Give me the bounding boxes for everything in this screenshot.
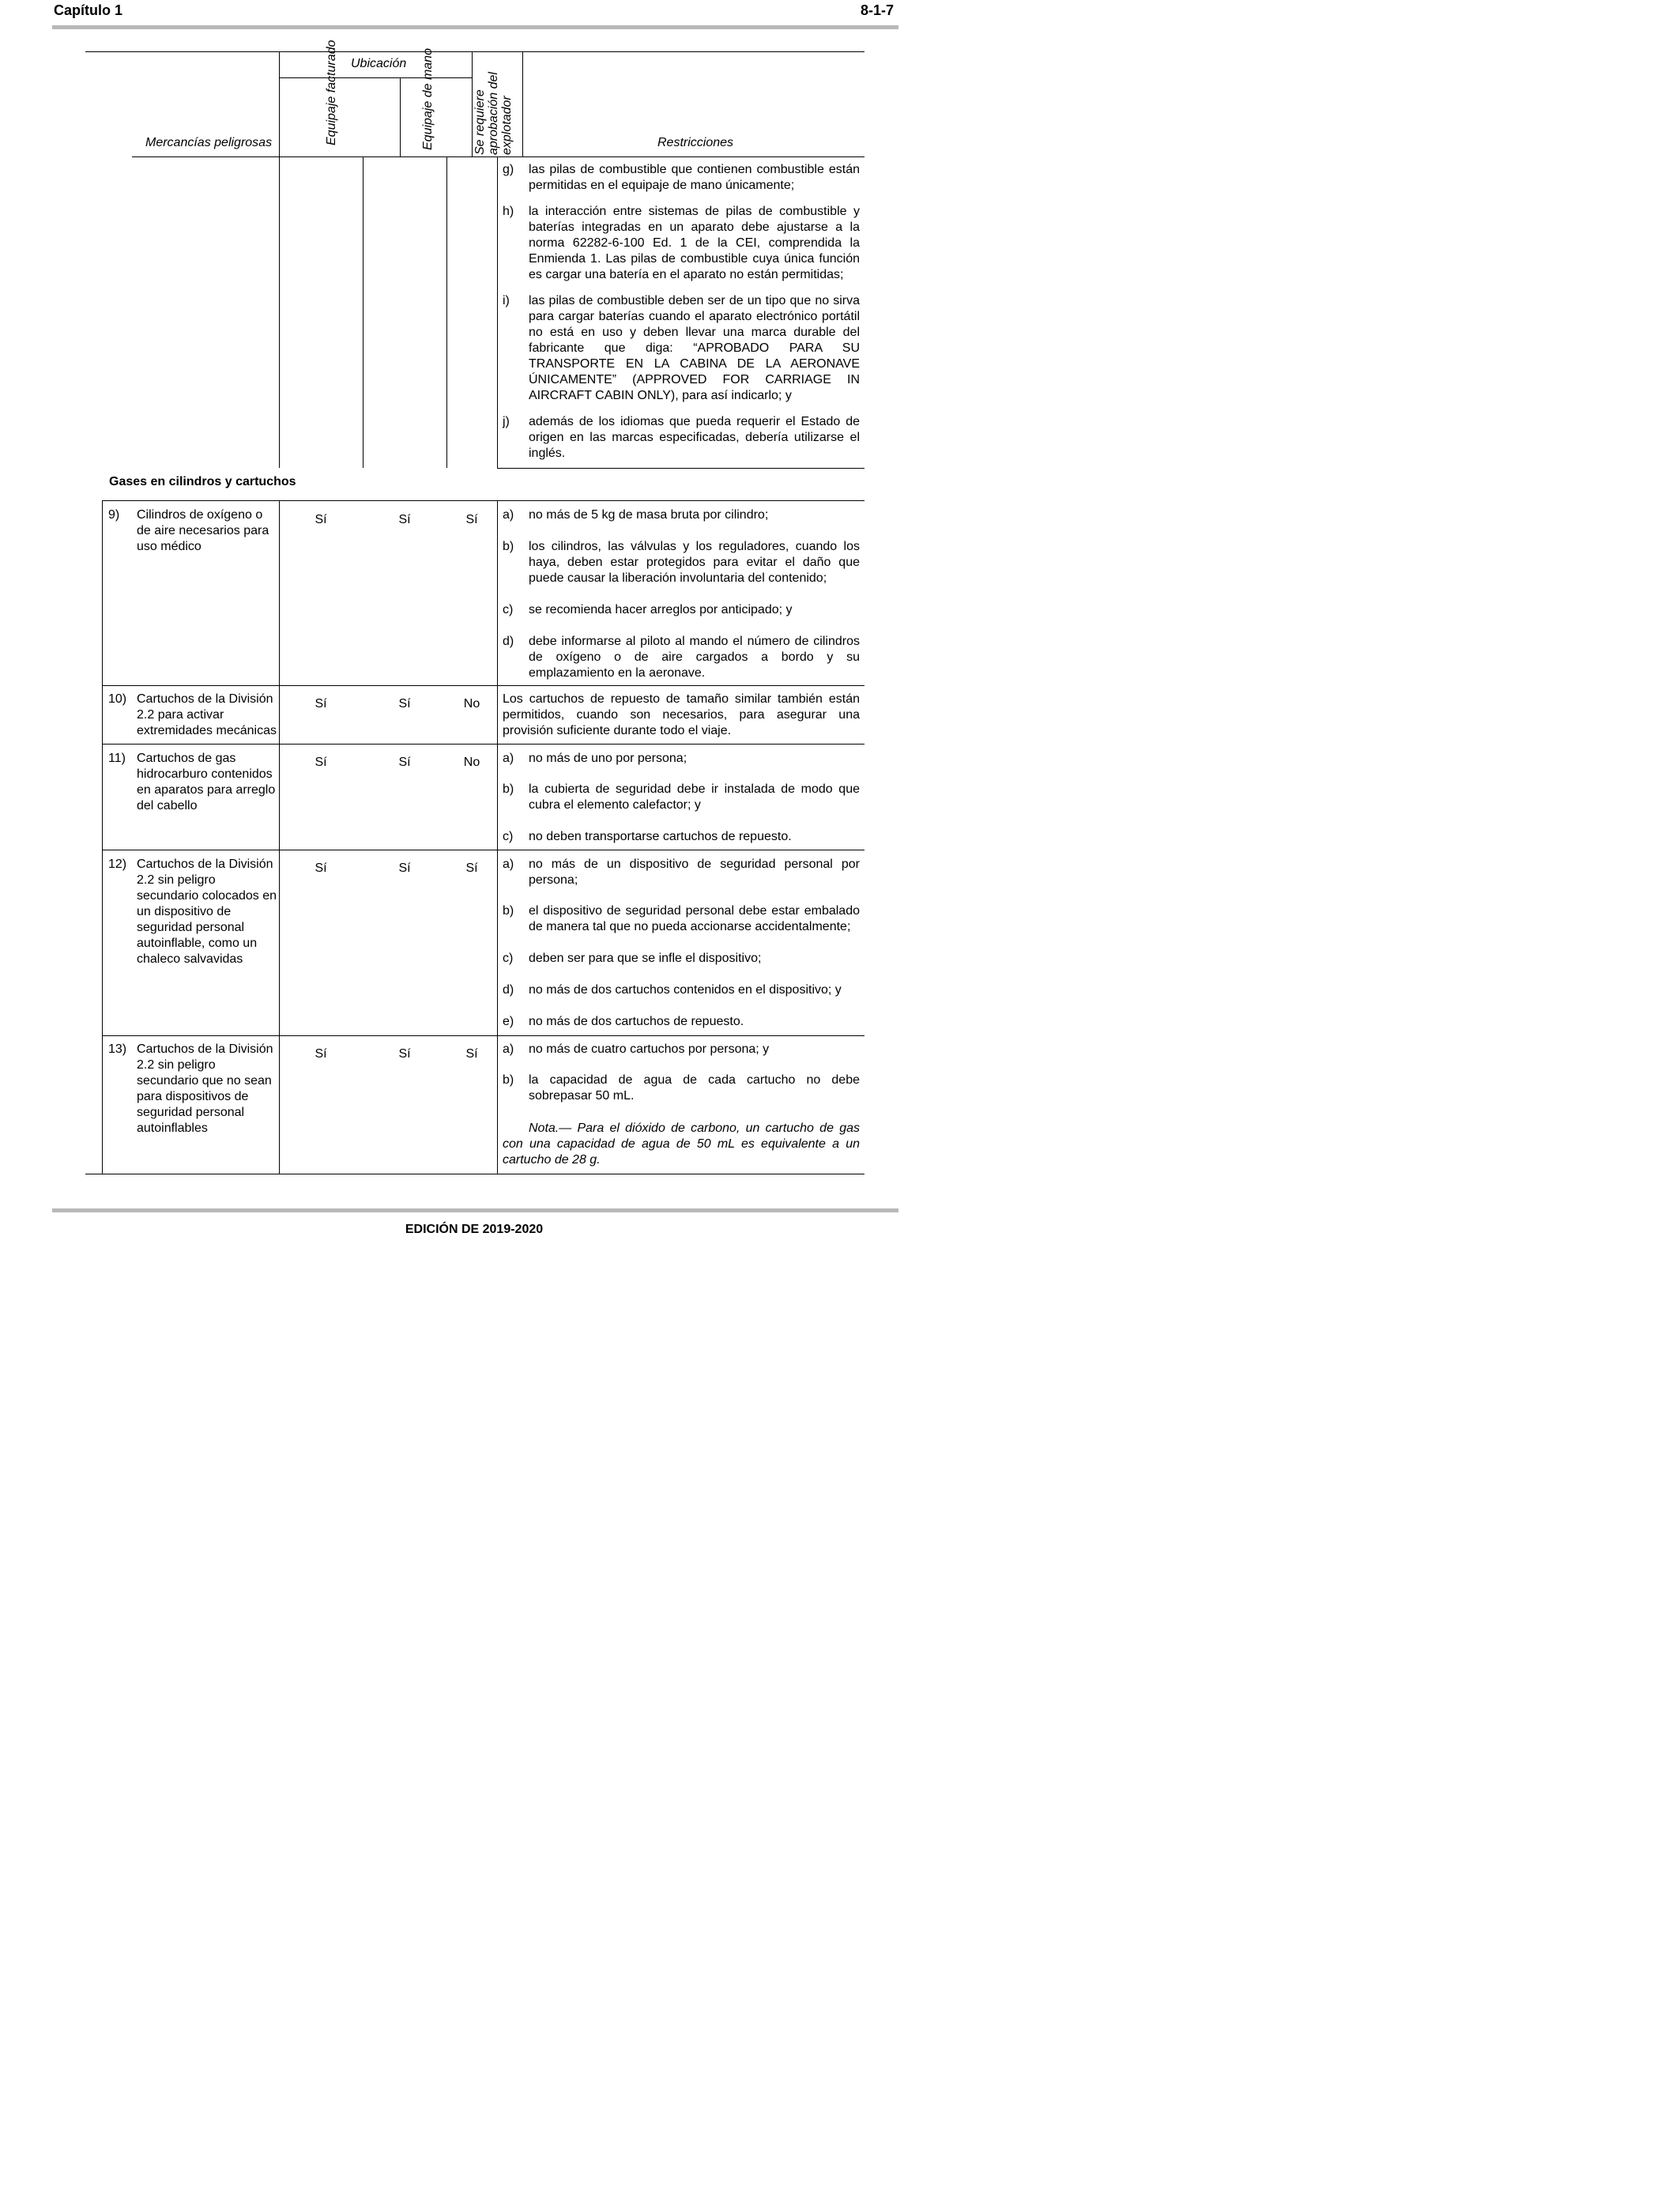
- approval-value: No: [463, 697, 480, 711]
- item-label: a): [503, 858, 514, 871]
- col-divider: [522, 51, 523, 156]
- row-rule: [102, 1035, 864, 1036]
- checked-baggage-value: Sí: [315, 861, 327, 875]
- table-top-rule: [85, 51, 864, 52]
- row-number: 10): [108, 692, 127, 706]
- restriction-text: los cilindros, las válvulas y los reguladores, cuando los haya, deben estar protegidos para evitar el daño que puede causar la liberación involuntaria del contenido;: [529, 540, 860, 585]
- restriction-text: no más de 5 kg de masa bruta por cilindro;: [529, 508, 769, 522]
- restriction-text: la capacidad de agua de cada cartucho no debe sobrepasar 50 mL.: [529, 1073, 860, 1103]
- item-label: h): [503, 205, 514, 218]
- carry-on-value: Sí: [398, 861, 411, 875]
- approval-value: No: [463, 756, 480, 769]
- col-divider: [102, 500, 103, 1174]
- header-rule: [52, 25, 898, 29]
- checked-baggage-value: Sí: [315, 697, 327, 711]
- item-label: c): [503, 952, 514, 965]
- row-number: 12): [108, 858, 127, 871]
- approval-value: Sí: [465, 861, 478, 875]
- item-label: d): [503, 635, 514, 648]
- col-aprobacion: Se requiere aprobación del explotador: [473, 72, 514, 155]
- item-label: b): [503, 904, 514, 918]
- col-facturado: Equipaje facturado: [325, 40, 338, 145]
- restriction-text: el dispositivo de seguridad personal debe estar embalado de manera tal que no pueda accionarse accidentalmente;: [529, 904, 860, 933]
- restriction-text: las pilas de combustible que contienen combustible están permitidas en el equipaje de mano únicamente;: [529, 163, 860, 192]
- col-restricciones: Restricciones: [657, 136, 734, 149]
- checked-baggage-value: Sí: [315, 513, 327, 526]
- restriction-text: la cubierta de seguridad debe ir instalada de modo que cubra el elemento calefactor; y: [529, 782, 860, 812]
- note-text: Para el dióxido de carbono, un cartucho de gas con una capacidad de agua de 50 mL es equivalente a un cartucho de 28 g.: [503, 1122, 860, 1167]
- col-mano: Equipaje de mano: [421, 48, 435, 150]
- section-title: Gases en cilindros y cartuchos: [109, 475, 296, 488]
- col-divider: [472, 51, 473, 156]
- chapter-header: Capítulo 1: [54, 2, 123, 18]
- col-ubicacion: Ubicación: [351, 57, 407, 70]
- row-number: 13): [108, 1042, 127, 1056]
- approval-value: Sí: [465, 1047, 478, 1061]
- col-divider: [279, 51, 280, 156]
- page-number: 8-1-7: [860, 2, 894, 18]
- restriction-text: no más de uno por persona;: [529, 752, 687, 765]
- note-label: Nota.—: [529, 1122, 572, 1135]
- item-label: b): [503, 782, 514, 796]
- carry-on-value: Sí: [398, 756, 411, 769]
- edition-footer: EDICIÓN DE 2019-2020: [405, 1223, 544, 1236]
- item-label: e): [503, 1015, 514, 1028]
- row-description: Cartuchos de la División 2.2 sin peligro secundario colocados en un dispositivo de seguridad personal autoinflable, como un chaleco salvavidas: [137, 858, 277, 966]
- note: [503, 1121, 860, 1168]
- col-divider: [400, 77, 401, 156]
- col-divider: [446, 156, 447, 468]
- checked-baggage-value: Sí: [315, 1047, 327, 1061]
- restriction-text: no más de cuatro cartuchos por persona; y: [529, 1042, 770, 1056]
- restriction-text: deben ser para que se infle el dispositivo;: [529, 952, 762, 965]
- restriction-text: debe informarse al piloto al mando el número de cilindros de oxígeno o de aire cargados a bordo y su emplazamiento en la aeronave.: [529, 635, 860, 680]
- carry-on-value: Sí: [398, 1047, 411, 1061]
- row-number: 9): [108, 508, 120, 522]
- item-label: b): [503, 540, 514, 553]
- carry-on-value: Sí: [398, 513, 411, 526]
- restriction-text: las pilas de combustible deben ser de un tipo que no sirva para cargar baterías cuando el aparato electrónico portátil no está en uso y deben llevar una marca durable del fabricante que diga: “APROBADO PARA SU TRANSPORTE EN LA CABINA DE LA AERONAVE ÚNICAMENTE” (APPROVED FOR CARRIAGE IN AIRCRAFT CABIN ONLY), para así indicarlo; y: [529, 294, 860, 402]
- restriction-text: la interacción entre sistemas de pilas de combustible y baterías integradas en un aparato debe ajustarse a la norma 62282-6-100 Ed. 1 de la CEI, comprendida la Enmienda 1. Las pilas de combustible cuya única función es cargar una batería en el aparato no están permitidas;: [529, 205, 860, 281]
- row-rule: [102, 744, 864, 745]
- header-bottom-rule: [132, 156, 864, 157]
- restriction-text: se recomienda hacer arreglos por anticipado; y: [529, 603, 793, 616]
- col-divider: [497, 500, 498, 1174]
- section-rule: [102, 500, 864, 501]
- item-label: c): [503, 830, 514, 843]
- row-description: Cartuchos de la División 2.2 sin peligro secundario que no sean para dispositivos de seguridad personal autoinflables: [137, 1042, 273, 1135]
- restriction-text: no más de dos cartuchos de repuesto.: [529, 1015, 744, 1028]
- footer-rule: [52, 1208, 898, 1212]
- restriction-text: Los cartuchos de repuesto de tamaño similar también están permitidos, cuando son necesarios, para asegurar una provisión suficiente durante todo el viaje.: [503, 692, 860, 737]
- col-mercancias: Mercancías peligrosas: [145, 136, 273, 149]
- col-divider: [279, 500, 280, 1174]
- item-label: b): [503, 1073, 514, 1087]
- carry-on-value: Sí: [398, 697, 411, 711]
- item-label: j): [503, 415, 510, 428]
- ubicacion-rule: [279, 77, 472, 78]
- checked-baggage-value: Sí: [315, 756, 327, 769]
- restriction-text: además de los idiomas que pueda requerir el Estado de origen en las marcas especificadas, debería utilizarse el inglés.: [529, 415, 860, 460]
- row-description: Cartuchos de la División 2.2 para activar extremidades mecánicas: [137, 692, 277, 737]
- row-number: 11): [108, 752, 126, 765]
- item-label: i): [503, 294, 510, 307]
- row-description: Cilindros de oxígeno o de aire necesarios para uso médico: [137, 508, 269, 553]
- item-label: c): [503, 603, 514, 616]
- item-label: a): [503, 1042, 514, 1056]
- col-divider: [497, 156, 498, 468]
- continuation-bottom-rule: [497, 468, 864, 469]
- approval-value: Sí: [465, 513, 478, 526]
- item-label: a): [503, 752, 514, 765]
- restriction-text: no deben transportarse cartuchos de repuesto.: [529, 830, 792, 843]
- col-divider: [279, 156, 280, 468]
- item-label: a): [503, 508, 514, 522]
- item-label: g): [503, 163, 514, 176]
- restriction-text: no más de dos cartuchos contenidos en el dispositivo; y: [529, 983, 842, 997]
- item-label: d): [503, 983, 514, 997]
- row-description: Cartuchos de gas hidrocarburo contenidos en aparatos para arreglo del cabello: [137, 752, 276, 812]
- row-rule: [102, 685, 864, 686]
- restriction-text: no más de un dispositivo de seguridad personal por persona;: [529, 858, 860, 887]
